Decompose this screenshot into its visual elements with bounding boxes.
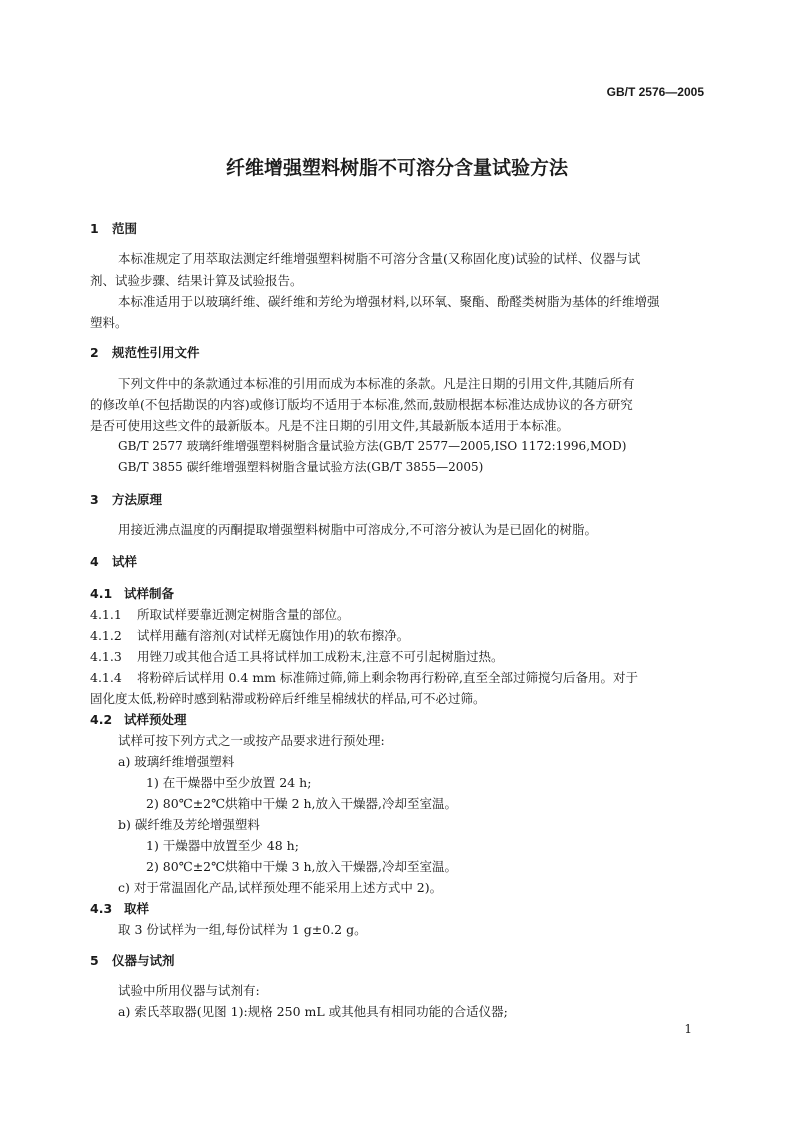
section-number: 2 — [90, 345, 99, 360]
standard-number: GB/T 2576—2005 — [606, 85, 704, 99]
subsection-4-3-heading — [90, 899, 149, 917]
list-item: b) 碳纤维及芳纶增强塑料 — [118, 817, 260, 832]
section-title: 试样 — [112, 554, 138, 569]
section-title: 仪器与试剂 — [112, 953, 175, 968]
clause-4-1-1 — [90, 605, 350, 623]
section-title: 规范性引用文件 — [112, 345, 200, 360]
list-item: 2) 80℃±2℃烘箱中干燥 2 h,放入干燥器,冷却至室温。 — [146, 796, 457, 811]
paragraph-line: 本标准规定了用萃取法测定纤维增强塑料树脂不可溶分含量(又称固化度)试验的试样、仪器与试 — [118, 251, 641, 266]
list-item: a) 玻璃纤维增强塑料 — [118, 754, 235, 769]
normative-reference: GB/T 2577 玻璃纤维增强塑料树脂含量试验方法(GB/T 2577—2005,ISO 1172:1996,MOD) — [118, 439, 627, 453]
clause-text: 将粉碎后试样用 0.4 mm 标准筛过筛,筛上剩余物再行粉碎,直至全部过筛搅匀后备用。对于 — [137, 670, 638, 685]
subsection-4-2-heading — [90, 710, 187, 728]
section-4-heading — [90, 552, 137, 570]
paragraph-line: 本标准适用于以玻璃纤维、碳纤维和芳纶为增强材料,以环氧、聚酯、酚醛类树脂为基体的纤维增强 — [118, 294, 660, 309]
paragraph-line: 是否可使用这些文件的最新版本。凡是不注日期的引用文件,其最新版本适用于本标准。 — [90, 418, 569, 433]
section-1-heading — [90, 219, 137, 237]
paragraph-line: 塑料。 — [90, 315, 128, 330]
clause-number: 4.1.3 — [90, 649, 122, 664]
list-item: 1) 干燥器中放置至少 48 h; — [146, 838, 299, 853]
normative-reference: GB/T 3855 碳纤维增强塑料树脂含量试验方法(GB/T 3855—2005) — [118, 460, 484, 474]
clause-number: 4.1.2 — [90, 628, 122, 643]
section-number: 4.1 — [90, 586, 113, 601]
subsection-4-1-heading — [90, 584, 174, 602]
section-number: 3 — [90, 492, 99, 507]
section-title: 范围 — [112, 221, 138, 236]
paragraph-line: 剂、试验步骤、结果计算及试验报告。 — [90, 273, 303, 288]
section-number: 4 — [90, 554, 99, 569]
page-number: 1 — [684, 1022, 692, 1036]
section-2-heading — [90, 343, 200, 361]
paragraph-line: 用接近沸点温度的丙酮提取增强塑料树脂中可溶成分,不可溶分被认为是已固化的树脂。 — [118, 522, 597, 537]
section-3-heading — [90, 490, 162, 508]
section-title: 试样制备 — [124, 586, 175, 601]
clause-number: 4.1.1 — [90, 607, 122, 622]
section-title: 试样预处理 — [124, 712, 187, 727]
section-number: 4.3 — [90, 901, 113, 916]
paragraph-line: 下列文件中的条款通过本标准的引用而成为本标准的条款。凡是注日期的引用文件,其随后所有 — [118, 376, 635, 391]
section-5-heading — [90, 951, 175, 969]
clause-text: 试样用蘸有溶剂(对试样无腐蚀作用)的软布擦净。 — [137, 628, 410, 643]
list-item: 1) 在干燥器中至少放置 24 h; — [146, 775, 312, 790]
section-number: 1 — [90, 221, 99, 236]
paragraph-line: 试验中所用仪器与试剂有: — [118, 983, 260, 998]
list-item: 2) 80℃±2℃烘箱中干燥 3 h,放入干燥器,冷却至室温。 — [146, 859, 457, 874]
clause-4-1-4 — [90, 668, 638, 686]
section-number: 5 — [90, 953, 99, 968]
clause-number: 4.1.4 — [90, 670, 122, 685]
clause-4-1-2 — [90, 626, 409, 644]
section-number: 4.2 — [90, 712, 113, 727]
paragraph-line: 固化度太低,粉碎时感到粘滞或粉碎后纤维呈棉绒状的样品,可不必过筛。 — [90, 691, 486, 706]
section-title: 取样 — [124, 901, 150, 916]
paragraph-line: 试样可按下列方式之一或按产品要求进行预处理: — [118, 733, 385, 748]
page-title: 纤维增强塑料树脂不可溶分含量试验方法 — [225, 157, 568, 179]
clause-text: 所取试样要靠近测定树脂含量的部位。 — [137, 607, 350, 622]
section-title: 方法原理 — [112, 492, 163, 507]
paragraph-line: 取 3 份试样为一组,每份试样为 1 g±0.2 g。 — [118, 922, 367, 937]
list-item: c) 对于常温固化产品,试样预处理不能采用上述方式中 2)。 — [118, 880, 443, 895]
list-item: a) 索氏萃取器(见图 1):规格 250 mL 或其他具有相同功能的合适仪器; — [118, 1004, 508, 1019]
paragraph-line: 的修改单(不包括勘误的内容)或修订版均不适用于本标准,然而,鼓励根据本标准达成协议的各方研究 — [90, 397, 633, 412]
clause-text: 用锉刀或其他合适工具将试样加工成粉末,注意不可引起树脂过热。 — [137, 649, 504, 664]
clause-4-1-3 — [90, 647, 503, 665]
